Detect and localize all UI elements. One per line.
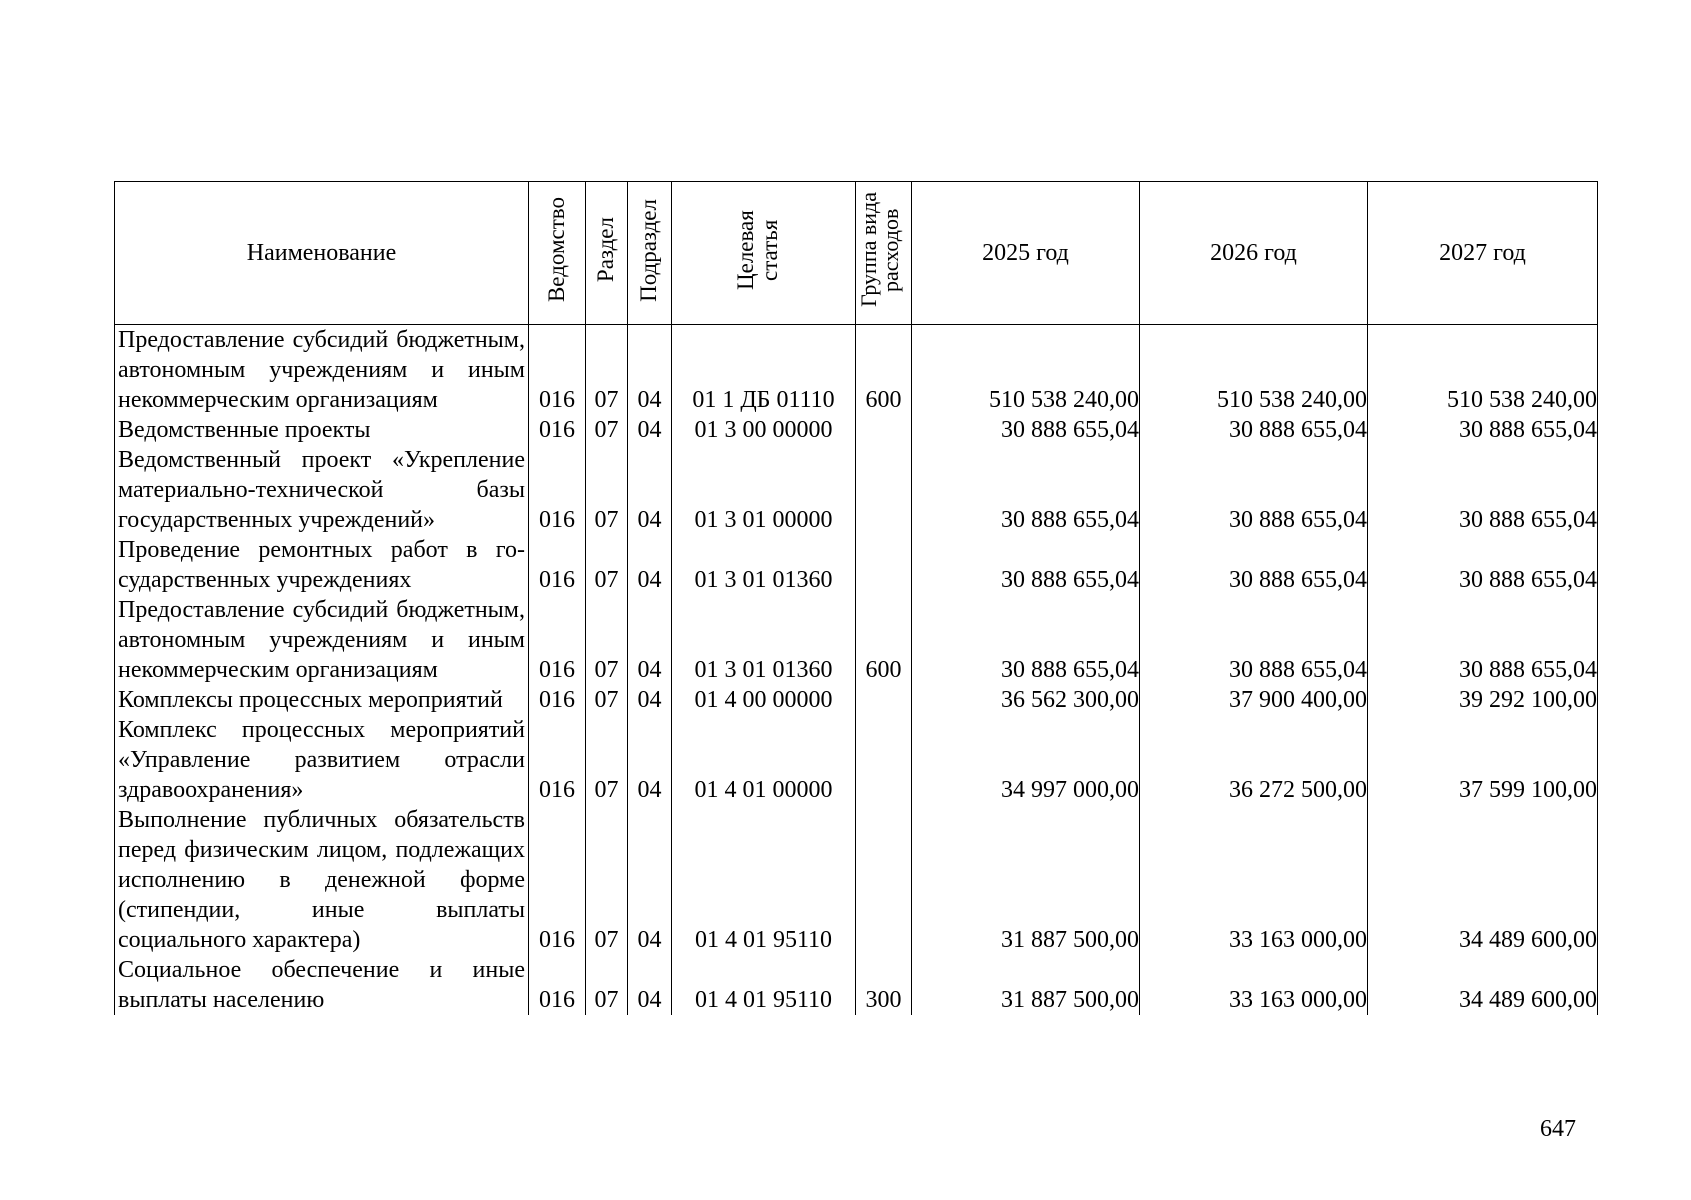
row-celevaya-statya: 01 3 01 00000 [672,445,856,535]
row-2026: 510 538 240,00 [1140,325,1368,416]
row-razdel: 07 [586,715,628,805]
row-2027: 37 599 100,00 [1368,715,1598,805]
row-gruppa [856,415,912,445]
row-name: Предоставление субсидий бюджетным, автономным учреждениям и иным некоммерческим организациям [115,595,529,685]
row-razdel: 07 [586,415,628,445]
row-celevaya-statya: 01 4 00 00000 [672,685,856,715]
row-gruppa [856,445,912,535]
row-podrazdel: 04 [628,535,672,595]
row-2025: 31 887 500,00 [912,805,1140,955]
row-name: Комплекс процессных мероприятий «Управление развитием отрасли здравоохранения» [115,715,529,805]
row-vedomstvo: 016 [529,445,586,535]
row-celevaya-statya: 01 4 01 00000 [672,715,856,805]
row-name: Проведение ремонтных работ в государственных учреждениях [115,535,529,595]
row-2027: 30 888 655,04 [1368,415,1598,445]
row-vedomstvo: 016 [529,535,586,595]
row-2025: 30 888 655,04 [912,535,1140,595]
row-celevaya-statya: 01 4 01 95110 [672,805,856,955]
row-2026: 30 888 655,04 [1140,535,1368,595]
row-2025: 510 538 240,00 [912,325,1140,416]
row-2027: 34 489 600,00 [1368,805,1598,955]
header-podrazdel: Подраздел [628,182,672,325]
row-vedomstvo: 016 [529,595,586,685]
row-razdel: 07 [586,535,628,595]
row-2026: 33 163 000,00 [1140,955,1368,1015]
row-podrazdel: 04 [628,415,672,445]
row-2027: 30 888 655,04 [1368,445,1598,535]
row-gruppa [856,715,912,805]
row-celevaya-statya: 01 4 01 95110 [672,955,856,1015]
row-podrazdel: 04 [628,325,672,416]
table-row [115,805,1598,955]
table-row [115,955,1598,1015]
row-razdel: 07 [586,685,628,715]
row-vedomstvo: 016 [529,715,586,805]
table-row [115,415,1598,445]
row-vedomstvo: 016 [529,415,586,445]
row-name: Предоставление субсидий бюджетным, автономным учреждениям и иным некоммерческим организациям [115,325,529,416]
row-2025: 36 562 300,00 [912,685,1140,715]
header-name: Наименование [115,182,529,325]
table-row [115,325,1598,416]
row-name: Социальное обеспечение и иные выплаты населению [115,955,529,1015]
row-podrazdel: 04 [628,685,672,715]
row-2027: 30 888 655,04 [1368,535,1598,595]
row-2027: 510 538 240,00 [1368,325,1598,416]
row-podrazdel: 04 [628,715,672,805]
row-name: Комплексы процессных мероприятий [115,685,529,715]
budget-table [114,181,1598,1015]
row-podrazdel: 04 [628,445,672,535]
table-row [115,595,1598,685]
row-vedomstvo: 016 [529,685,586,715]
row-podrazdel: 04 [628,595,672,685]
row-2025: 30 888 655,04 [912,415,1140,445]
row-celevaya-statya: 01 3 01 01360 [672,535,856,595]
header-2025: 2025 год [912,182,1140,325]
row-razdel: 07 [586,595,628,685]
row-gruppa [856,685,912,715]
row-2026: 30 888 655,04 [1140,595,1368,685]
row-2026: 37 900 400,00 [1140,685,1368,715]
row-2026: 33 163 000,00 [1140,805,1368,955]
row-gruppa: 600 [856,325,912,416]
header-celevaya-statya: Целевая статья [672,182,856,325]
row-2027: 39 292 100,00 [1368,685,1598,715]
row-celevaya-statya: 01 3 01 01360 [672,595,856,685]
page-number: 647 [1540,1116,1576,1142]
row-2026: 36 272 500,00 [1140,715,1368,805]
row-name: Ведомственный проект «Укрепление материально-технической базы государственных учреждений» [115,445,529,535]
row-2026: 30 888 655,04 [1140,445,1368,535]
row-razdel: 07 [586,955,628,1015]
row-razdel: 07 [586,325,628,416]
row-2026: 30 888 655,04 [1140,415,1368,445]
budget-table-container [114,181,1598,1015]
table-row [115,535,1598,595]
header-row [115,182,1598,325]
row-name: Выполнение публичных обязательств перед физическим лицом, подлежащих исполнению в денежной форме (стипендии, иные выплаты социального характера) [115,805,529,955]
row-razdel: 07 [586,445,628,535]
row-2027: 30 888 655,04 [1368,595,1598,685]
table-row [115,685,1598,715]
row-gruppa: 600 [856,595,912,685]
row-2025: 31 887 500,00 [912,955,1140,1015]
row-name: Ведомственные проекты [115,415,529,445]
header-razdel: Раздел [586,182,628,325]
row-gruppa [856,805,912,955]
row-2025: 30 888 655,04 [912,595,1140,685]
header-2027: 2027 год [1368,182,1598,325]
row-gruppa: 300 [856,955,912,1015]
header-2026: 2026 год [1140,182,1368,325]
row-vedomstvo: 016 [529,805,586,955]
row-vedomstvo: 016 [529,325,586,416]
row-razdel: 07 [586,805,628,955]
table-row [115,715,1598,805]
header-gruppa-vida-rashodov: Группа вида расходов [856,182,912,325]
row-2025: 34 997 000,00 [912,715,1140,805]
row-2027: 34 489 600,00 [1368,955,1598,1015]
row-gruppa [856,535,912,595]
row-2025: 30 888 655,04 [912,445,1140,535]
row-podrazdel: 04 [628,955,672,1015]
header-vedomstvo: Ведомство [529,182,586,325]
row-vedomstvo: 016 [529,955,586,1015]
row-celevaya-statya: 01 3 00 00000 [672,415,856,445]
row-celevaya-statya: 01 1 ДБ 01110 [672,325,856,416]
row-podrazdel: 04 [628,805,672,955]
table-row [115,445,1598,535]
